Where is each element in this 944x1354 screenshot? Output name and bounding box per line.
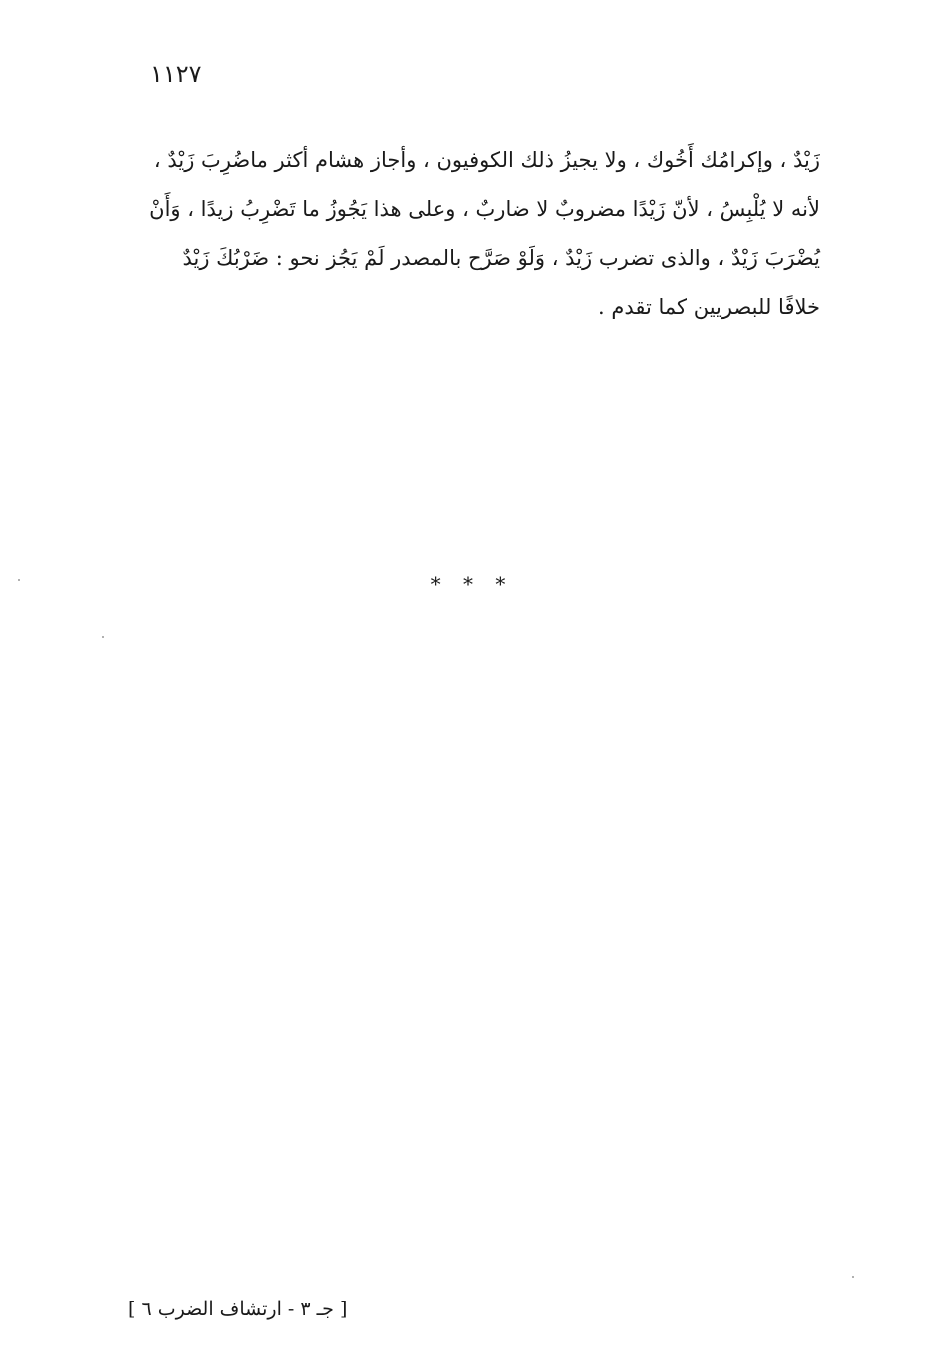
section-separator: * * * [430, 572, 514, 596]
scan-speck [18, 579, 20, 581]
footer-signature: [ جـ ٣ - ارتشاف الضرب ٦ ] [128, 1298, 348, 1320]
page-number: ١١٢٧ [150, 60, 202, 88]
text-line: لأنه لا يُلْبِسُ ، لأنّ زَيْدًا مضروبٌ لا ضاربٌ ، وعلى هذا يَجُوزُ ما تَضْرِبُ زيدًا ، وَأَنْ [149, 197, 820, 221]
text-line: يُضْرَبَ زَيْدٌ ، والذى تضرب زَيْدٌ ، وَلَوْ صَرَّح بالمصدر لَمْ يَجُز نحو : ضَرْبُكَ زَيْدٌ [182, 246, 820, 270]
scan-speck [102, 636, 104, 638]
text-line: خلافًا للبصريين كما تقدم . [597, 295, 820, 319]
scan-speck [852, 1276, 854, 1278]
body-text [120, 136, 820, 332]
text-line: زَيْدٌ ، وإكرامُك أَخُوك ، ولا يجيزُ ذلك الكوفيون ، وأجاز هشام أكثر ماضُرِبَ زَيْدٌ ، [153, 148, 820, 172]
